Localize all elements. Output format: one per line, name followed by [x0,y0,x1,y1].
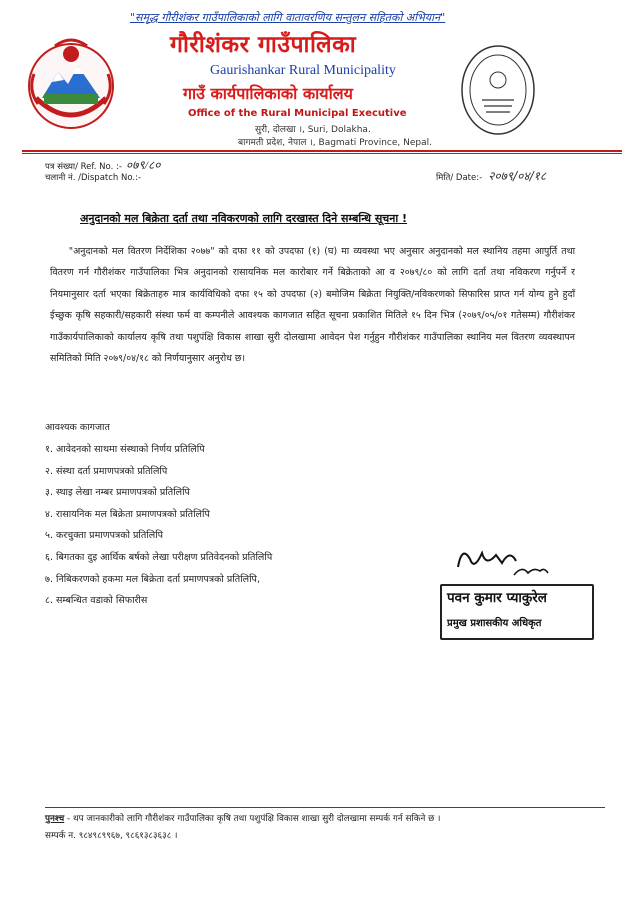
header-divider [22,150,622,152]
list-item: ३. स्थाइ लेखा नम्बर प्रमाणपत्रको प्रतिलिपि [45,487,190,499]
office-title-english: Office of the Rural Municipal Executive [188,108,407,119]
list-item: ५. करचुक्ता प्रमाणपत्रको प्रतिलिपि [45,530,164,542]
ref-value: ०७९/८० [125,158,161,172]
header-divider-thin [22,153,622,154]
handwritten-signature [452,537,552,587]
list-item: १. आवेदनको साथमा संस्थाको निर्णय प्रतिलिपि [45,444,205,455]
ps-text: - थप जानकारीको लागि गौरीशंकर गाउँपालिका कृषि तथा पशुपंक्षि विकास शाखा सुरी दोलखामा सम्पर्क गर्न सकिने छ । [64,814,441,824]
ps-label: पुनश्च [45,814,65,824]
address-line-2: बागमती प्रदेश, नेपाल ।, Bagmati Province, Nepal. [238,138,432,148]
list-item: २. संस्था दर्ता प्रमाणपत्रको प्रतिलिपि [45,465,168,477]
footer-divider [45,807,605,808]
list-item: ६. बिगतका दुइ आर्थिक बर्षको लेखा परीक्षण प्रतिवेदनको प्रतिलिपि [45,551,273,563]
ref-label: पत्र संख्या/ Ref. No. :- [45,162,122,172]
signatory-name: पवन कुमार प्याकुरेल [447,590,547,606]
date-value: २०७९/०४/१८ [488,169,547,183]
notice-body: "अनुदानको मल वितरण निर्देशिका २०७७" को दफा ११ को उपदफा (१) (घ) मा व्यवस्था भए अनुसार अनुदानको मल स्थानिय तहमा आपुर्ति तथा वितरण गर्न गौरीशंकर गाउँपालिका भित्र अनुदानको रासायनिक मल कारोबार गर्ने बिक्रेताको आ व २०७९/८० को लागि दर्ता तथा नविकरण गर्नुपर्ने र नियमानुसार दर्ता भएका बिक्रेताहरु मात्र कार्यविधिको दफा १५ को उपदफा (२) बमोजिम बिक्रेता नियुक्ति/नविकरणको सिफारिस प्राप्त गर्न योग्य हुने हुदाँ ईच्छुक कृषि सहकारी/सहकारी संस्था फर्म वा कम्पनीले आवश्यक कागजात सहित सूचना प्रकाशित मितिले १५ दिन भित्र (२०७९/०५/०१ गतेसम्म) गौरीशंकर गाउँकार्यपालिकाको कार्यालय कृषि तथा पशुपंक्षि विकास शाखा सुरी दोलखामा आवेदन पेश गर्नुहुन गौरीशंकर गाउँपालिका स्थानिय मल वितरण व्यवस्थापन समितिको मिति २०७९/०४/१८ को निर्णयानुसार अनुरोध छ। [50,246,575,365]
requirements-heading: आवश्यक कागजात [45,422,110,433]
list-item: ७. निबिकरणको हकमा मल बिक्रेता दर्ता प्रमाणपत्रको प्रतिलिपि, [45,573,260,585]
dispatch-number [45,172,141,183]
municipality-title-english: Gaurishankar Rural Municipality [210,63,396,78]
address-line-1: सुरी, दोलखा ।, Suri, Dolakha. [255,125,371,135]
nepal-emblem-logo [22,32,120,136]
contact-numbers: सम्पर्क न. ९८४९८९९६७, ९८६१३८३६३८ । [45,831,178,841]
municipality-title-nepali: गौरीशंकर गाउँपालिका [170,32,357,58]
letter-date [436,167,546,184]
list-item: ८. सम्बन्धित वडाको सिफारीस [45,595,148,607]
list-item: ४. रासायनिक मल बिक्रेता प्रमाणपत्रको प्रतिलिपि [45,508,210,520]
requirements-list [45,439,272,612]
signatory-post: प्रमुख प्रशासकीय अधिकृत [447,618,542,629]
office-seal-stamp [458,42,538,138]
reference-number [45,156,160,173]
footer-note [45,812,440,824]
dispatch-label: चलानी नं. /Dispatch No.:- [45,173,142,183]
notice-heading: अनुदानको मल बिक्रेता दर्ता तथा नविकरणको लागि दरखास्त दिने सम्बन्धि सूचना ! [80,212,408,225]
header-tagline: "समृद्ध गौरीशंकर गाउँपालिकाको लागि वातावरणिय सन्तुलन सहितको अभियान" [130,11,446,24]
date-label: मिति/ Date:- [436,173,483,183]
office-title-nepali: गाउँ कार्यपालिकाको कार्यालय [183,84,353,103]
